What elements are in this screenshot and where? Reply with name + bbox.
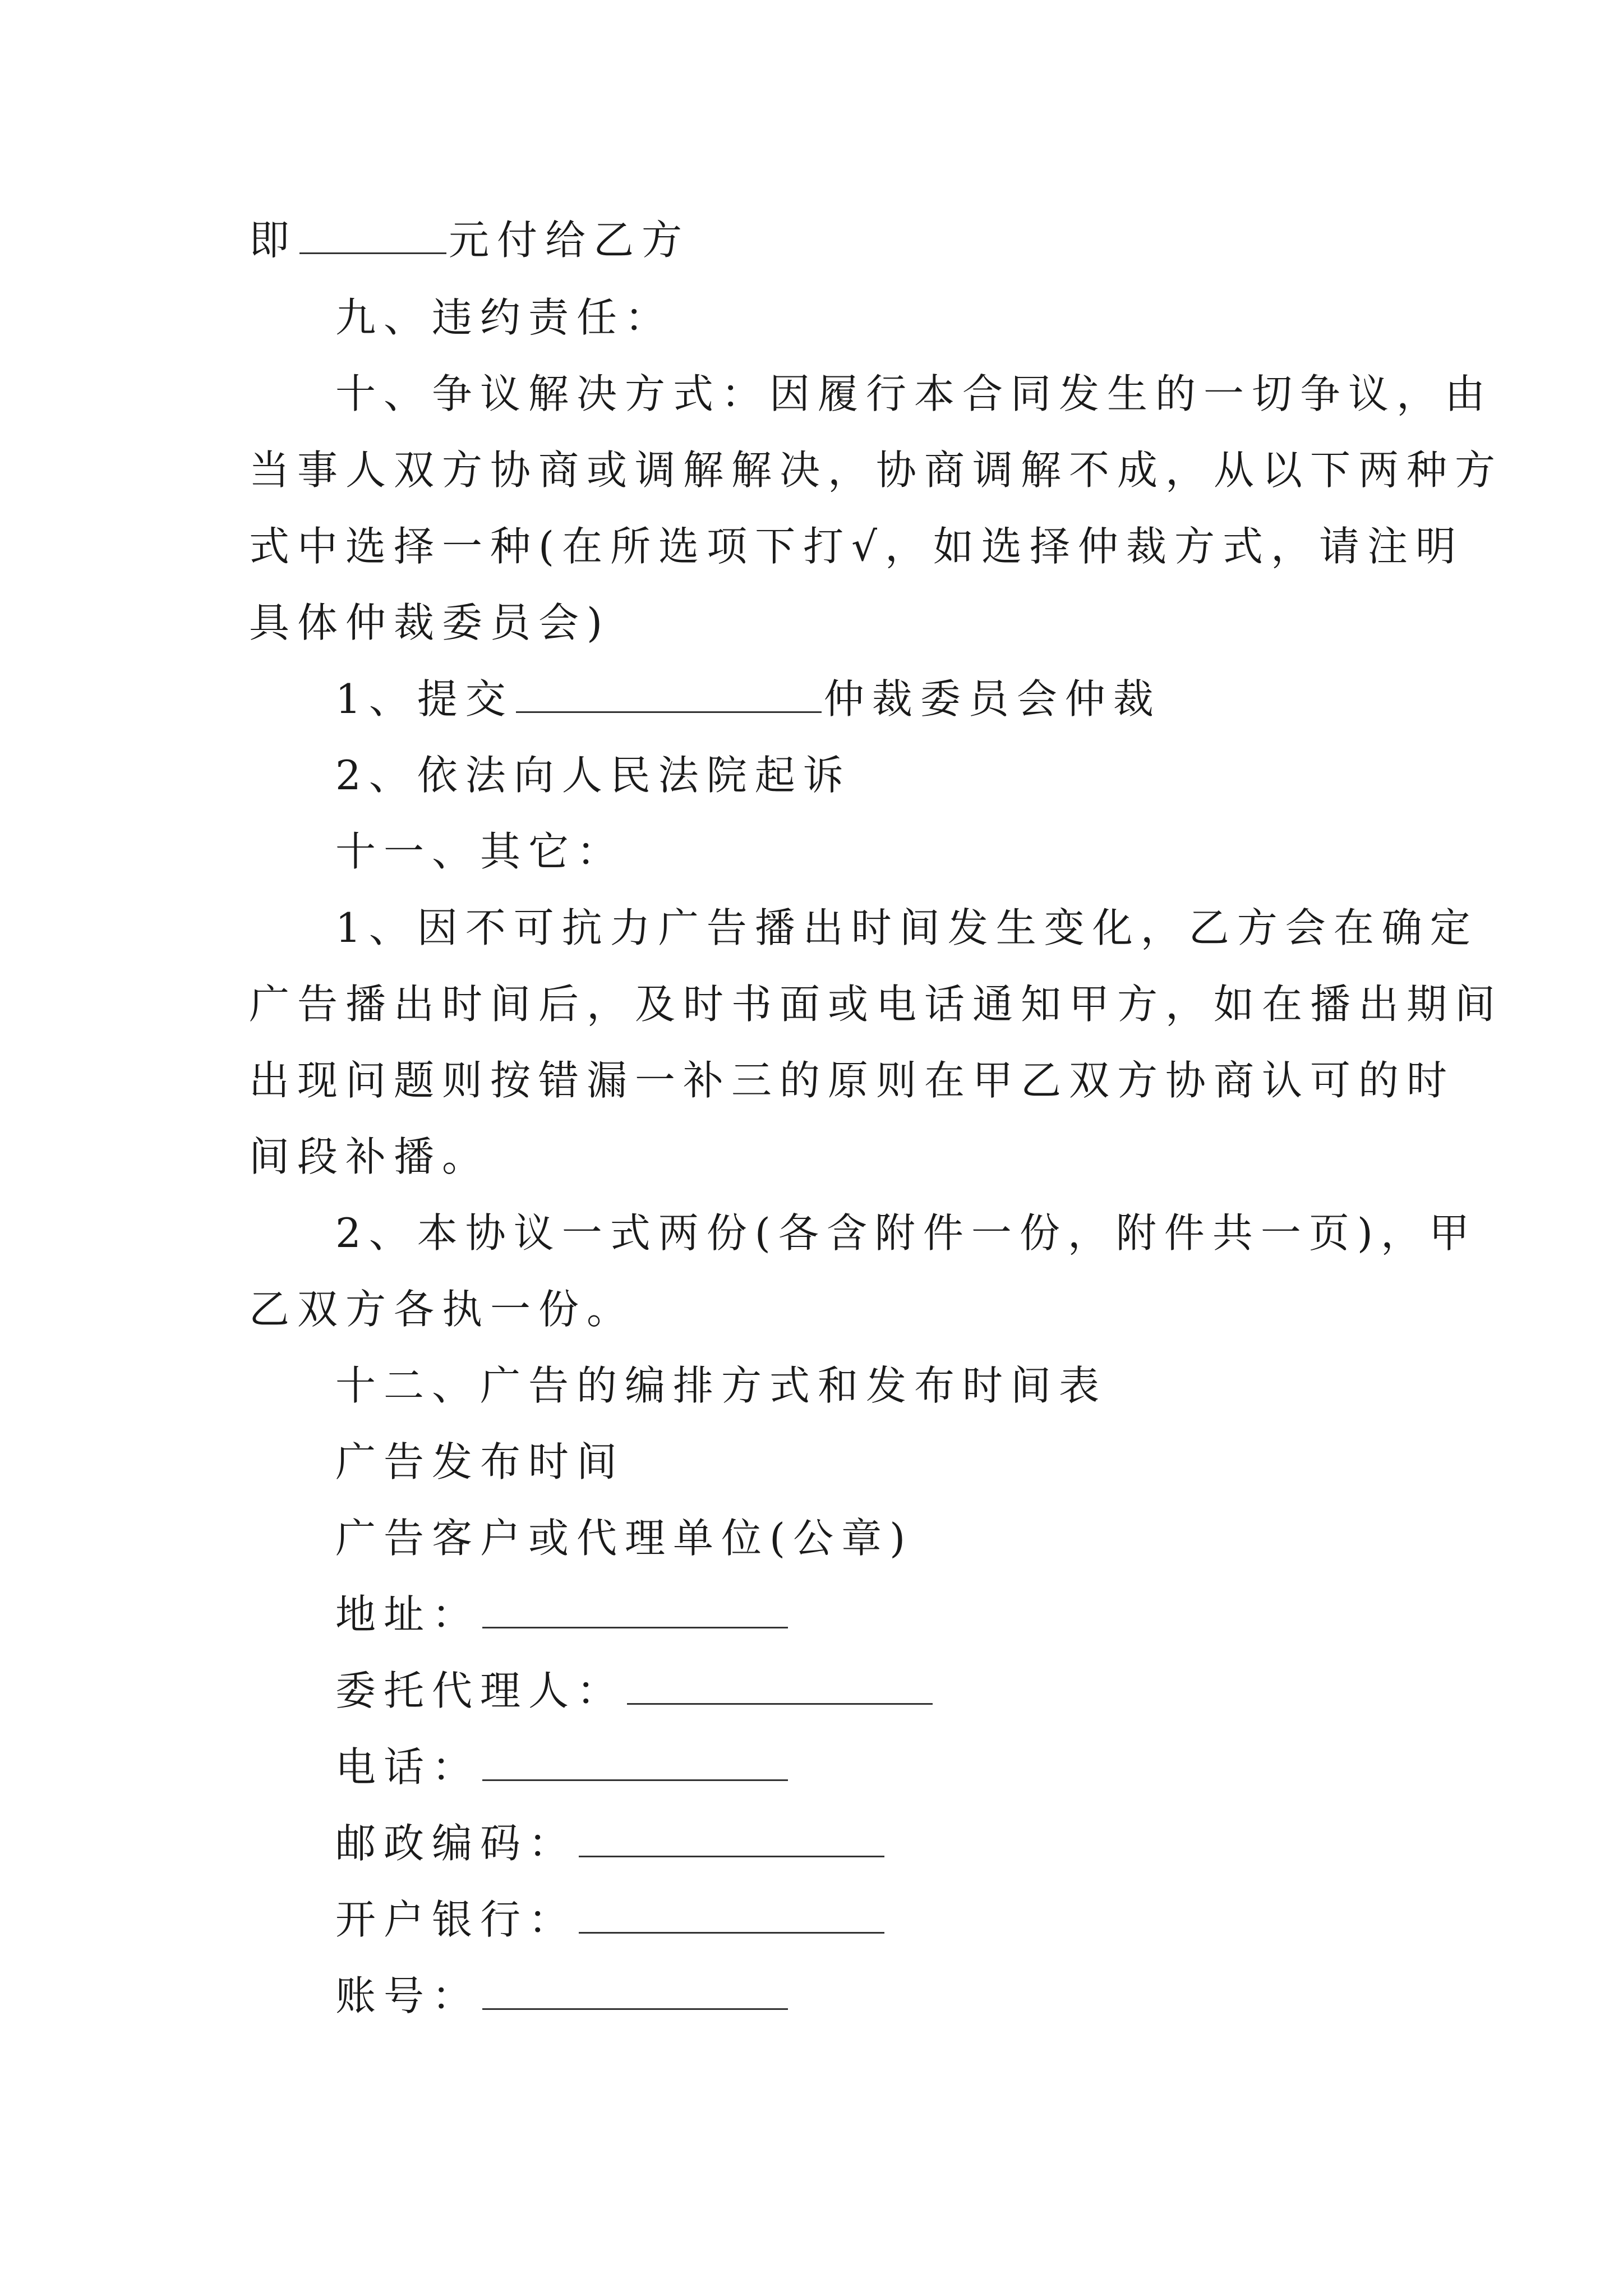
force-majeure-line-2: 广告播出时间后，及时书面或电话通知甲方，如在播出期间 <box>249 981 1504 1028</box>
postcode-label: 邮政编码： <box>335 1820 577 1867</box>
dispute-paragraph-line-1: 十、争议解决方式：因履行本合同发生的一切争议，由 <box>335 370 1493 417</box>
force-majeure-line-3: 出现问题则按错漏一补三的原则在甲乙双方协商认可的时 <box>249 1057 1455 1104</box>
copies-line-1: 2、本协议一式两份(各含附件一份，附件共一页)，甲 <box>335 1209 1477 1257</box>
force-majeure-line-1: 1、因不可抗力广告播出时间发生变化，乙方会在确定 <box>335 904 1478 951</box>
account-blank <box>482 1971 788 2010</box>
arbitration-committee-blank <box>516 674 822 713</box>
address-field <box>335 1588 790 1641</box>
court-option: 2、依法向人民法院起诉 <box>335 752 851 799</box>
other-heading: 十一、其它： <box>335 828 625 875</box>
payment-prefix: 即 <box>249 217 298 264</box>
bank-field <box>335 1893 887 1947</box>
agent-field <box>335 1664 935 1718</box>
dispute-paragraph-line-3: 式中选择一种(在所选项下打√，如选择仲裁方式，请注明 <box>249 523 1464 570</box>
phone-label: 电话： <box>335 1743 481 1791</box>
dispute-paragraph-line-2: 当事人双方协商或调解解决，协商调解不成，从以下两种方 <box>249 447 1504 494</box>
copies-line-2: 乙双方各执一份。 <box>249 1286 635 1333</box>
payment-amount-blank <box>299 215 446 254</box>
address-label: 地址： <box>335 1591 481 1638</box>
schedule-heading: 十二、广告的编排方式和发布时间表 <box>335 1362 1108 1409</box>
payment-line <box>249 213 690 267</box>
phone-field <box>335 1740 790 1794</box>
agent-blank <box>627 1666 933 1705</box>
phone-blank <box>482 1742 788 1781</box>
arbitration-option <box>335 672 1161 726</box>
address-blank <box>482 1590 788 1628</box>
account-field <box>335 1969 790 2023</box>
payment-suffix: 元付给乙方 <box>449 217 690 264</box>
breach-heading: 九、违约责任： <box>335 294 674 341</box>
force-majeure-line-4: 间段补播。 <box>249 1133 491 1180</box>
arbitration-suffix: 仲裁委员会仲裁 <box>823 675 1161 723</box>
account-label: 账号： <box>335 1972 481 2019</box>
bank-blank <box>579 1895 884 1934</box>
agent-label: 委托代理人： <box>335 1667 625 1714</box>
postcode-field <box>335 1816 887 1870</box>
arbitration-prefix: 1、提交 <box>335 675 514 723</box>
dispute-paragraph-line-4: 具体仲裁委员会) <box>249 599 611 646</box>
bank-label: 开户银行： <box>335 1896 577 1943</box>
client-seal-label: 广告客户或代理单位(公章) <box>335 1515 914 1562</box>
publish-time-label: 广告发布时间 <box>335 1438 625 1485</box>
postcode-blank <box>579 1819 884 1857</box>
